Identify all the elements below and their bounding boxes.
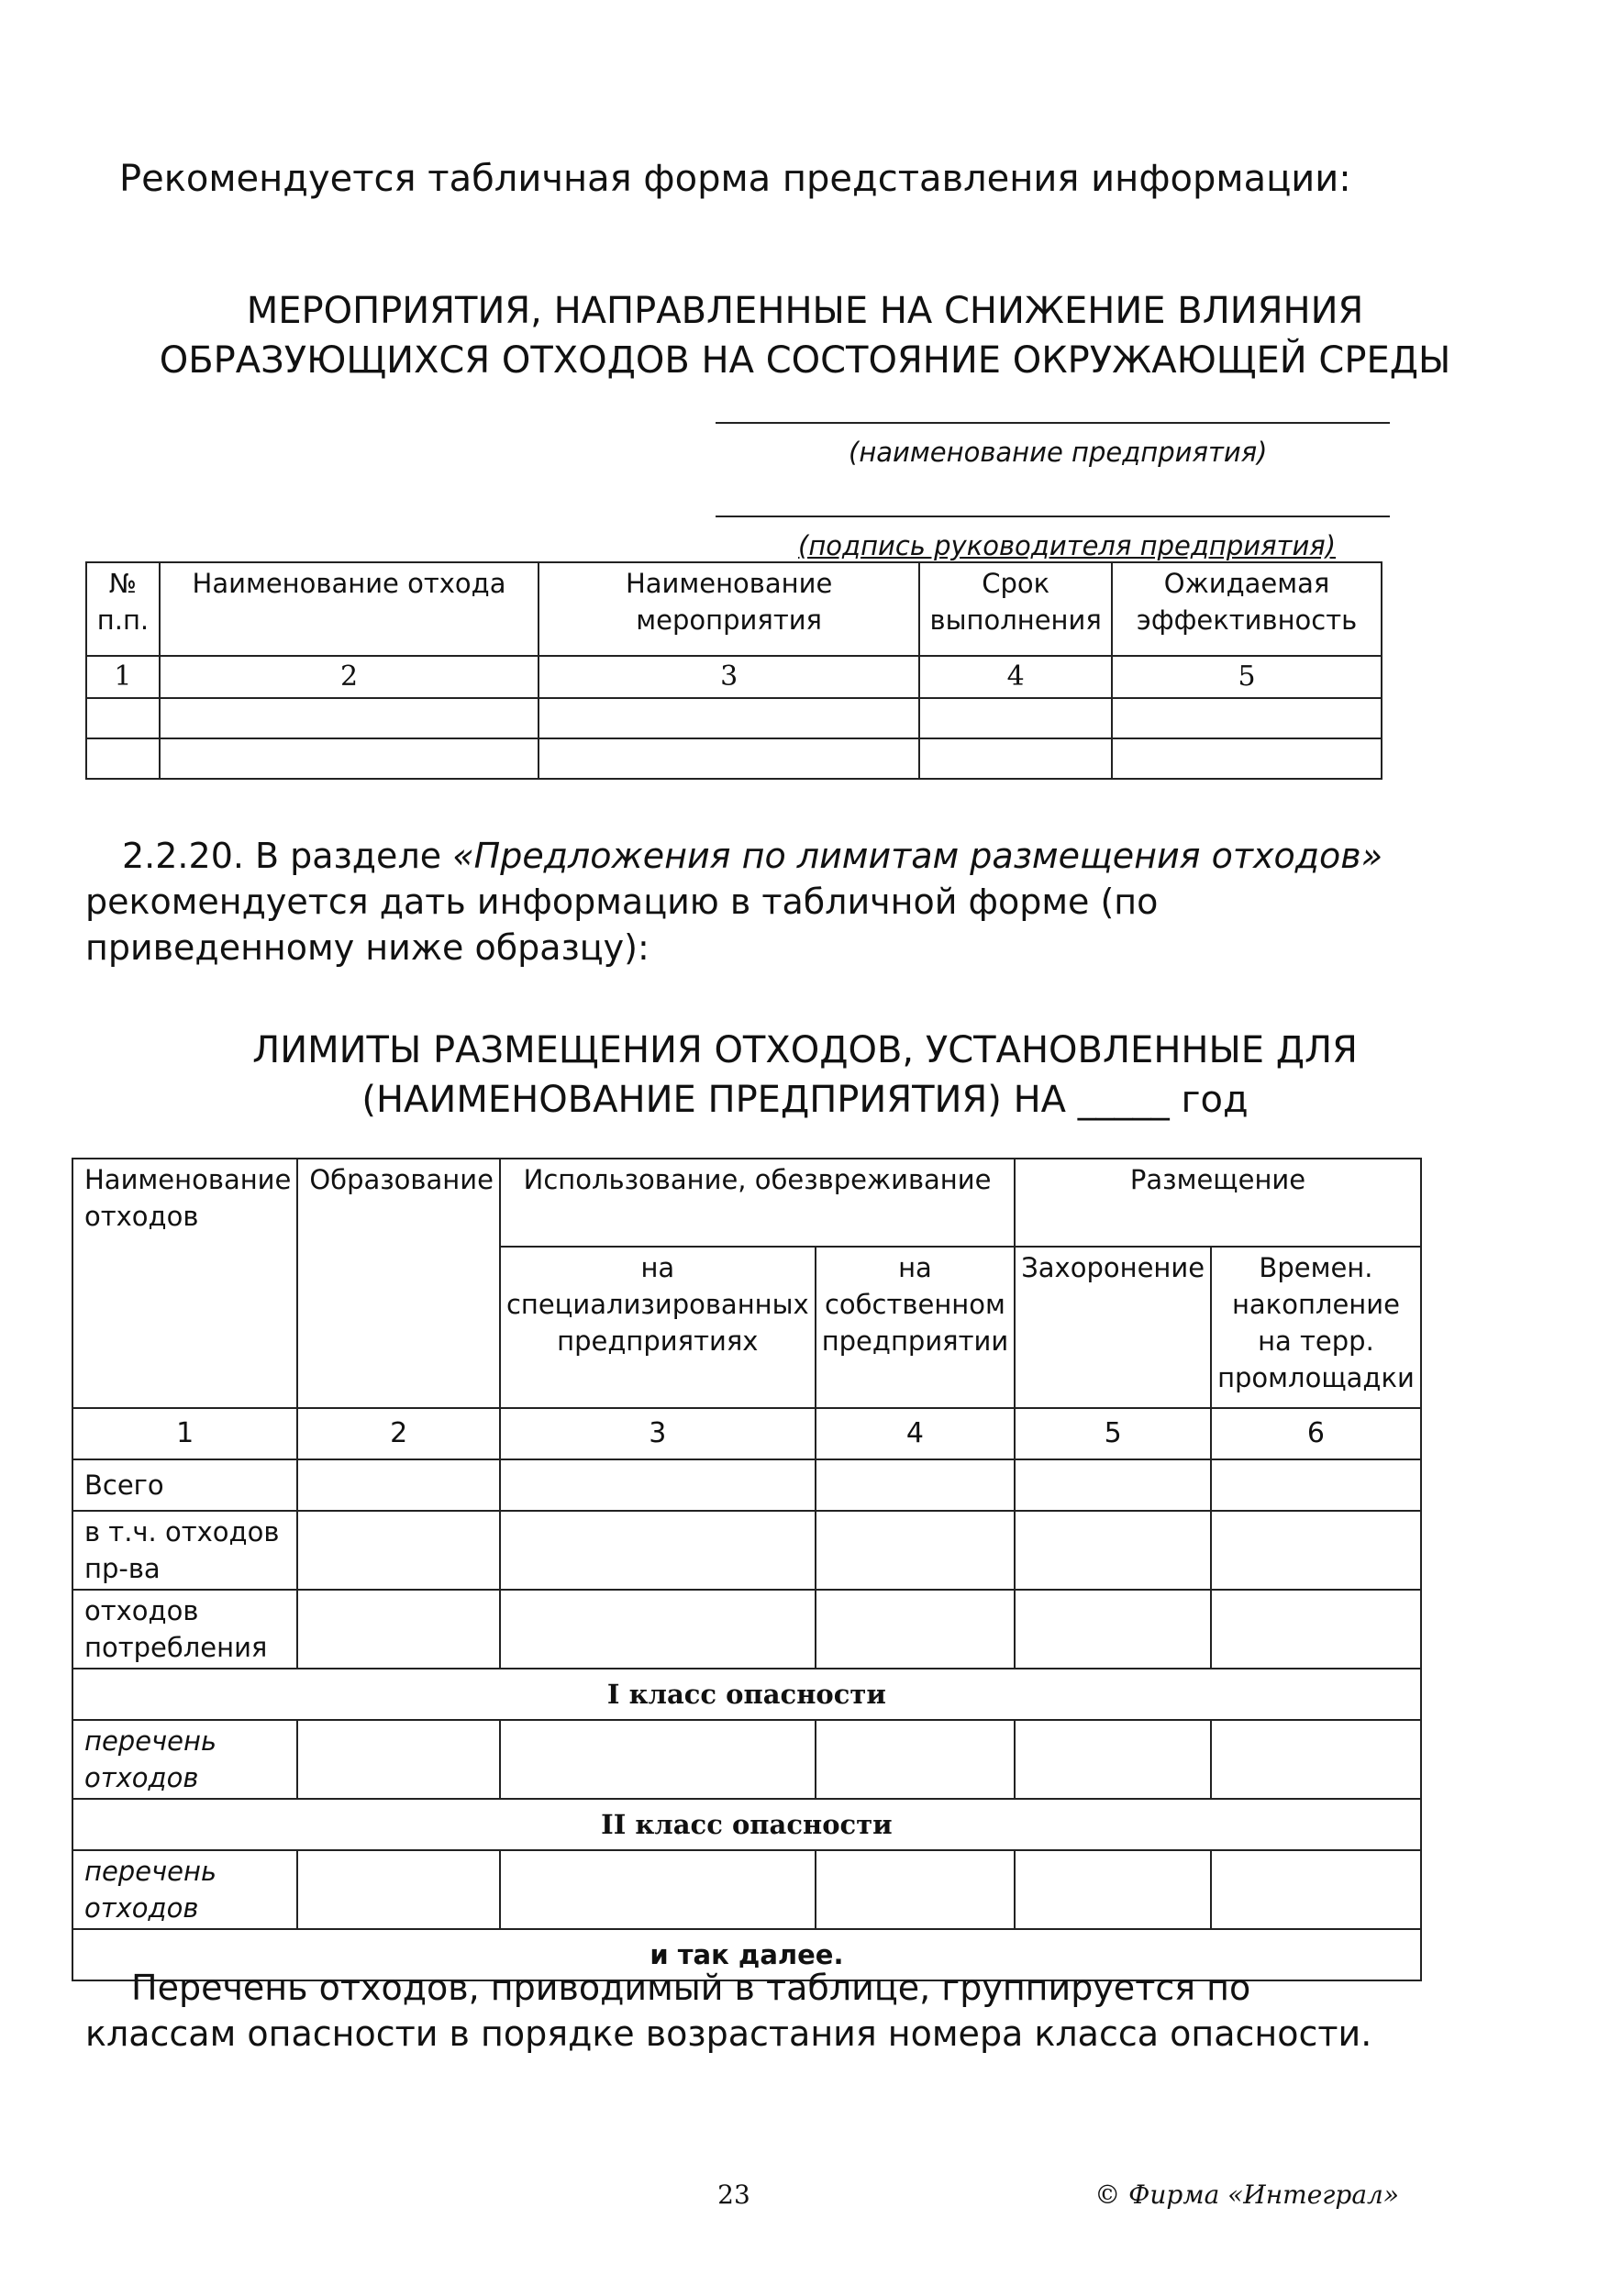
column-number: 5 — [1112, 656, 1382, 698]
paragraph-prefix: 2.2.20. В разделе — [122, 836, 453, 876]
table-row — [72, 1590, 1421, 1669]
table-row — [72, 1511, 1421, 1590]
waste-list-label: перечень отходов — [72, 1850, 297, 1929]
column-number: 3 — [500, 1408, 816, 1459]
row-production-label: в т.ч. отходов пр-ва — [72, 1511, 297, 1590]
header-waste-name: Наименование отхода — [160, 562, 539, 656]
column-number: 5 — [1015, 1408, 1211, 1459]
waste-list-label: перечень отходов — [72, 1720, 297, 1799]
header-specialized: на специализированных предприятиях — [500, 1247, 816, 1408]
header-measure-name: Наименование мероприятия — [539, 562, 919, 656]
intro-text: Рекомендуется табличная форма представления информации: — [119, 158, 1351, 200]
table2-title — [0, 1026, 1610, 1125]
page-number: 23 — [717, 2180, 750, 2210]
table-row — [72, 1850, 1421, 1929]
table-row — [86, 738, 1382, 779]
table2-title-line2: (НАИМЕНОВАНИЕ ПРЕДПРИЯТИЯ) НА _____ год — [361, 1079, 1249, 1121]
column-number: 1 — [72, 1408, 297, 1459]
table-row — [86, 698, 1382, 738]
header-deadline: Срок выполнения — [919, 562, 1112, 656]
column-number: 6 — [1211, 1408, 1421, 1459]
column-number: 3 — [539, 656, 919, 698]
table-row — [72, 1459, 1421, 1511]
header-waste-names: Наименование отходов — [72, 1159, 297, 1408]
signature-line — [716, 516, 1390, 517]
measures-table — [85, 561, 1382, 780]
header-efficiency: Ожидаемая эффективность — [1112, 562, 1382, 656]
hazard-class-2: II класс опасности — [72, 1799, 1421, 1850]
copyright: © Фирма «Интеграл» — [1094, 2180, 1399, 2210]
column-number: 2 — [297, 1408, 500, 1459]
column-number: 4 — [919, 656, 1112, 698]
header-own: на собственном предприятии — [816, 1247, 1016, 1408]
column-number: 2 — [160, 656, 539, 698]
column-number: 1 — [86, 656, 160, 698]
header-burial: Захоронение — [1015, 1247, 1211, 1408]
closing-paragraph: Перечень отходов, приводимый в таблице, группируется по классам опасности в порядке возрастания номера класса опасности. — [85, 1968, 1372, 2054]
header-temporary: Времен. накопление на терр. промлощадки — [1211, 1247, 1421, 1408]
enterprise-caption: (наименование предприятия) — [849, 437, 1268, 468]
table1-title-line2: ОБРАЗУЮЩИХСЯ ОТХОДОВ НА СОСТОЯНИЕ ОКРУЖАЮЩЕЙ СРЕДЫ — [159, 339, 1451, 382]
hazard-class-1: I класс опасности — [72, 1669, 1421, 1720]
paragraph-suffix: рекомендуется дать информацию в табличной форме (по приведенному ниже образцу): — [85, 882, 1159, 968]
header-formation: Образование — [297, 1159, 500, 1408]
header-use: Использование, обезвреживание — [500, 1159, 1015, 1247]
row-consumption-label: отходов потребления — [72, 1590, 297, 1669]
paragraph-2-2-20 — [85, 833, 1388, 971]
enterprise-line — [716, 422, 1390, 424]
table1-title — [0, 286, 1610, 385]
header-number: № п.п. — [86, 562, 160, 656]
table-row — [72, 1720, 1421, 1799]
signature-caption: (подпись руководителя предприятия) — [798, 530, 1337, 561]
table2-title-line1: ЛИМИТЫ РАЗМЕЩЕНИЯ ОТХОДОВ, УСТАНОВЛЕННЫЕ ДЛЯ — [252, 1029, 1358, 1071]
header-placement: Размещение — [1015, 1159, 1421, 1247]
column-number: 4 — [816, 1408, 1016, 1459]
section-name: «Предложения по лимитам размещения отходов» — [452, 836, 1383, 876]
and-so-on: и так далее. — [72, 1929, 1421, 1980]
row-total-label: Всего — [72, 1459, 297, 1511]
table1-title-line1: МЕРОПРИЯТИЯ, НАПРАВЛЕННЫЕ НА СНИЖЕНИЕ ВЛИЯНИЯ — [246, 290, 1364, 332]
limits-table — [72, 1158, 1422, 1981]
